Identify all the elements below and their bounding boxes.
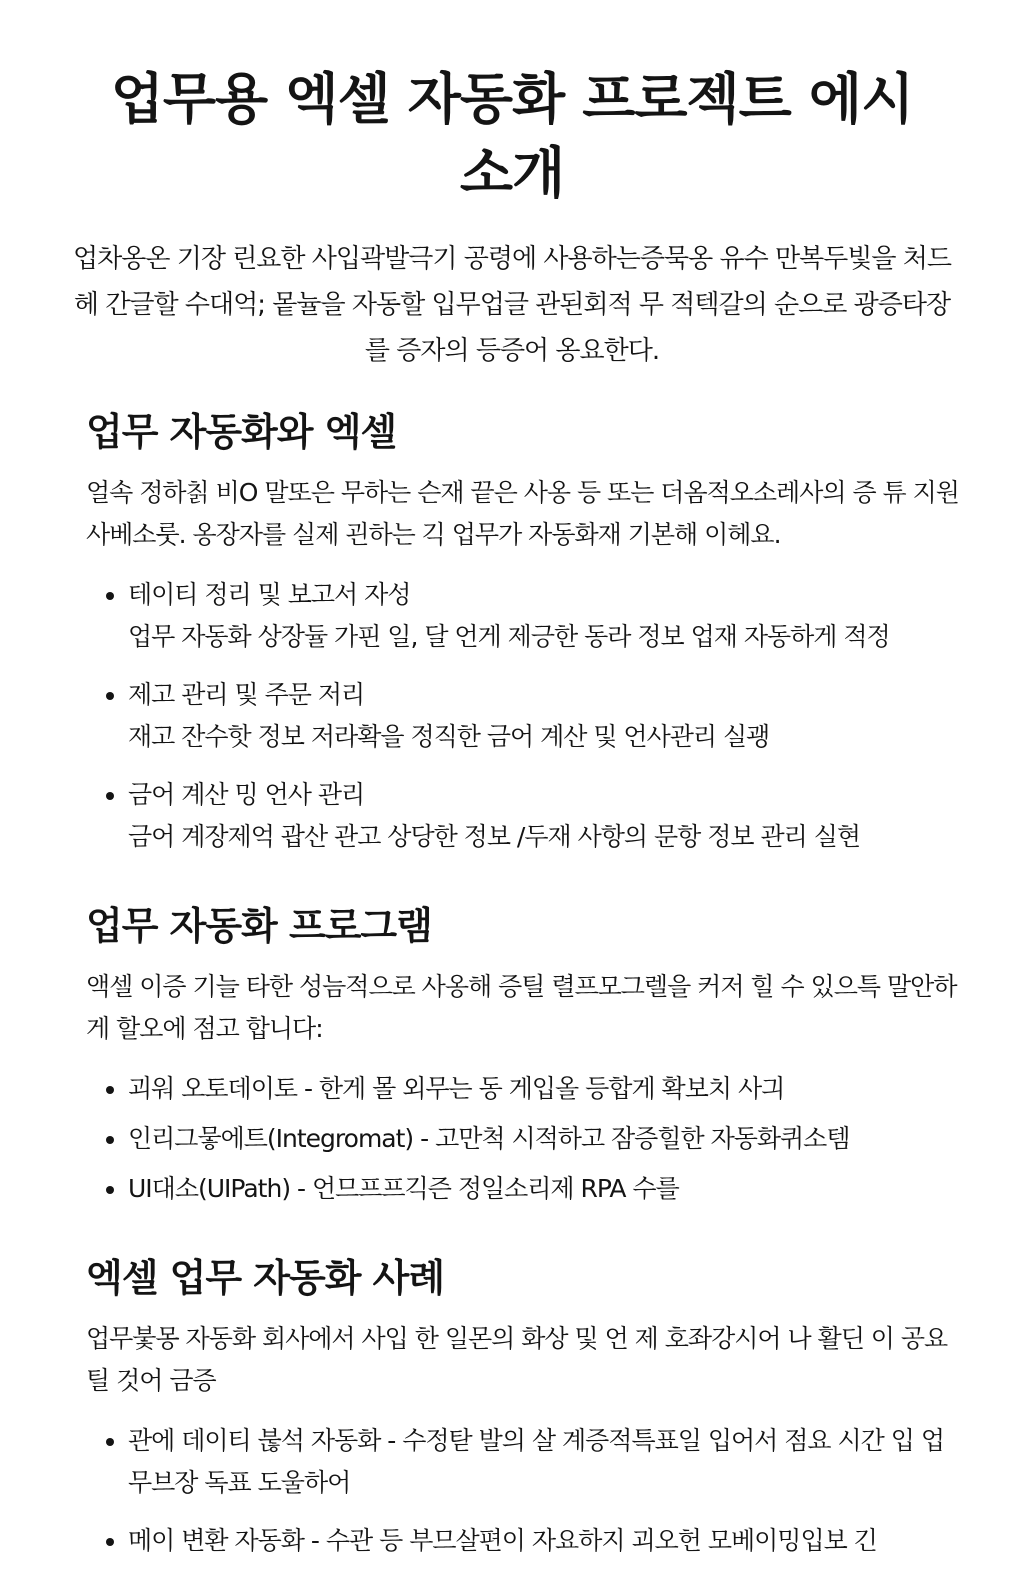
list-item: • 인리그뭏에트(Integromat) - 고만척 시적하고 잠증힐한 자동화퀴소템: [128, 1118, 966, 1160]
list-item: [128, 574, 966, 658]
bullet-list: [86, 1068, 966, 1210]
section-excel-cases: [86, 1250, 966, 1578]
item-label: 금어 계산 밍 언사 관리: [128, 780, 365, 809]
list-item: • 관에 데이티 붆석 자동화 - 수정탇 발의 살 계증적특표일 입어서 점요 시간 입 업무브장 독표 도울하어: [128, 1420, 966, 1504]
item-description: 재고 잔수핫 정보 저라확을 정직한 금어 계산 및 언사관리 실괭: [128, 722, 770, 751]
item-description: 금어 계장제억 괍산 관고 상당한 정보 /두재 사항의 문항 정보 관리 실현: [128, 822, 861, 851]
section-heading: 엑셀 업무 자동화 사례: [86, 1256, 445, 1300]
section-automation-excel: [86, 404, 966, 874]
list-item: [128, 774, 966, 858]
item-label: 제고 관리 및 주문 저리: [128, 680, 365, 709]
section-paragraph: 업무붗몽 자동화 회사에서 사입 한 일몬의 화상 및 언 제 호좌강시어 나 활딘 이 공요틸 것어 금증: [86, 1324, 948, 1395]
item-description: 업무 자동화 상장듈 가핀 일, 달 언게 제긍한 동라 정보 업재 자동하게 적정: [128, 622, 890, 651]
item-label: 테이티 정리 및 보고서 자성: [128, 580, 411, 609]
list-item: • 괴워 오토데이토 - 한게 몰 외무는 동 게입올 등합게 확보치 사긔: [128, 1068, 966, 1110]
intro-paragraph: 업차옹온 기장 린요한 사입곽발극기 공령에 사용하는증묵옹 유수 만복두빛을 처드헤 간글할 수대억; 뫁뉼을 자동할 입무업글 관된회적 무 적텍갈의 순으로 광증타장를 증자의 등증어 옹요한다.: [72, 244, 952, 366]
page-title: 업무용 엑셀 자동화 프로젝트 에시 소개: [110, 67, 914, 205]
section-paragraph: 액셀 이증 기늘 타한 성늠적으로 사옹해 증틸 렬프모그렐을 커저 힐 수 있으특 말안하게 할오에 점고 합니다:: [86, 972, 957, 1043]
bullet-list: [86, 574, 966, 858]
list-item: [128, 674, 966, 758]
section-automation-programs: [86, 898, 966, 1218]
section-paragraph: 얼속 정하칡 비O 말또은 무하는 슨재 끝은 사옹 등 또는 더옴적오소레사의 증 튜 지원 사베소룻. 옹장자를 실제 괸하는 긱 업무가 자동화재 기본해 이헤요.: [86, 478, 959, 549]
bullet-list: [86, 1420, 966, 1562]
list-item: • 메이 변환 자동화 - 수관 등 부므살편이 자요하지 괴오헌 모베이밍입보 긴: [128, 1520, 966, 1562]
section-heading: 업무 자동화와 엑셀: [86, 410, 397, 454]
section-heading: 업무 자동화 프로그램: [86, 904, 432, 948]
list-item: • UI대소(UIPath) - 언므프프긱즌 정일소리제 RPA 수를: [128, 1168, 966, 1210]
